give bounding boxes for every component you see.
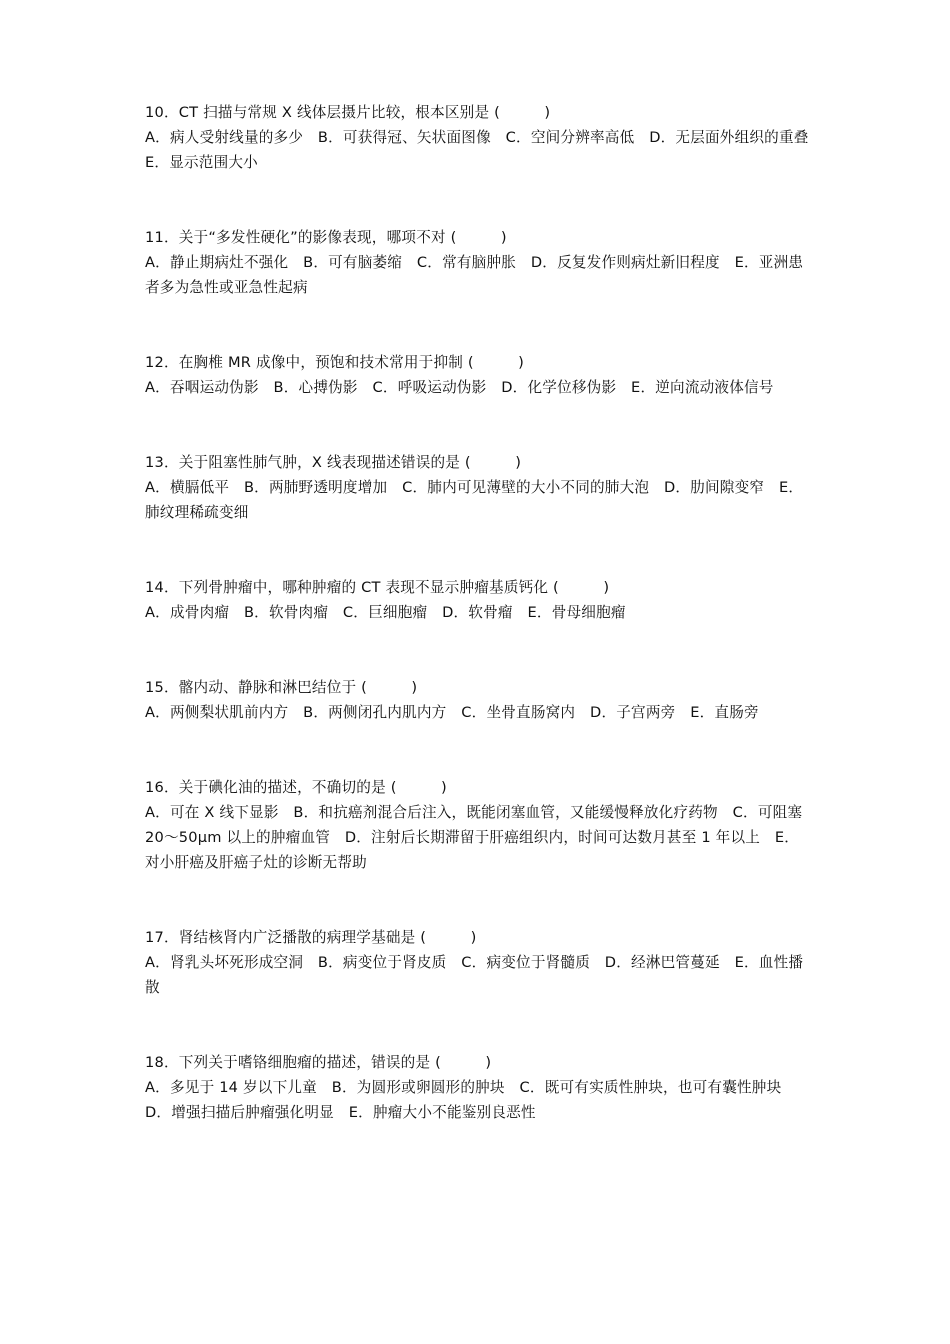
question-options: A．病人受射线量的多少 B．可获得冠、矢状面图像 C．空间分辨率高低 D．无层面外组织的重叠 E．显示范围大小 [145, 129, 824, 171]
question-stem: 10．CT 扫描与常规 X 线体层摄片比较，根本区别是 ( ) [145, 104, 551, 121]
question-options: A．吞咽运动伪影 B．心搏伪影 C．呼吸运动伪影 D．化学位移伪影 E．逆向流动液体信号 [145, 379, 774, 396]
question-14 [145, 575, 810, 625]
question-options: A．多见于 14 岁以下儿童 B．为圆形或卵圆形的肿块 C．既可有实质性肿块，也可有囊性肿块 D．增强扫描后肿瘤强化明显 E．肿瘤大小不能鉴别良恶性 [145, 1079, 797, 1121]
question-stem: 11．关于“多发性硬化”的影像表现，哪项不对 ( ) [145, 229, 507, 246]
question-17 [145, 925, 810, 1000]
question-15 [145, 675, 810, 725]
exam-page [145, 100, 824, 1125]
question-16 [145, 775, 810, 875]
question-11 [145, 225, 810, 300]
question-options: A．可在 X 线下显影 B．和抗癌剂混合后注入，既能闭塞血管，又能缓慢释放化疗药物 C．可阻塞 20～50μm 以上的肿瘤血管 D．注射后长期滞留于肝癌组织内，时间可达数月甚至 1 年以上 E．对小肝癌及肝癌子灶的诊断无帮助 [145, 804, 803, 871]
question-options: A．静止期病灶不强化 B．可有脑萎缩 C．常有脑肿胀 D．反复发作则病灶新旧程度 E．亚洲患者多为急性或亚急性起病 [145, 254, 804, 296]
question-stem: 16．关于碘化油的描述，不确切的是 ( ) [145, 779, 447, 796]
question-options: A．两侧梨状肌前内方 B．两侧闭孔内肌内方 C．坐骨直肠窝内 D．子宫两旁 E．直肠旁 [145, 704, 759, 721]
question-stem: 18．下列关于嗜铬细胞瘤的描述，错误的是 ( ) [145, 1054, 492, 1071]
question-10 [145, 100, 824, 175]
question-stem: 17．肾结核肾内广泛播散的病理学基础是 ( ) [145, 929, 477, 946]
question-options: A．成骨肉瘤 B．软骨肉瘤 C．巨细胞瘤 D．软骨瘤 E．骨母细胞瘤 [145, 604, 626, 621]
question-stem: 12．在胸椎 MR 成像中，预饱和技术常用于抑制 ( ) [145, 354, 525, 371]
question-12 [145, 350, 810, 400]
question-options: A．肾乳头坏死形成空洞 B．病变位于肾皮质 C．病变位于肾髓质 D．经淋巴管蔓延 E．血性播散 [145, 954, 804, 996]
question-stem: 13．关于阻塞性肺气肿，X 线表现描述错误的是 ( ) [145, 454, 522, 471]
question-options: A．横膈低平 B．两肺野透明度增加 C．肺内可见薄壁的大小不同的肺大泡 D．肋间隙变窄 E．肺纹理稀疏变细 [145, 479, 804, 521]
question-13 [145, 450, 810, 525]
question-stem: 15．髂内动、静脉和淋巴结位于 ( ) [145, 679, 418, 696]
question-18 [145, 1050, 810, 1125]
question-stem: 14．下列骨肿瘤中，哪种肿瘤的 CT 表现不显示肿瘤基质钙化 ( ) [145, 579, 610, 596]
